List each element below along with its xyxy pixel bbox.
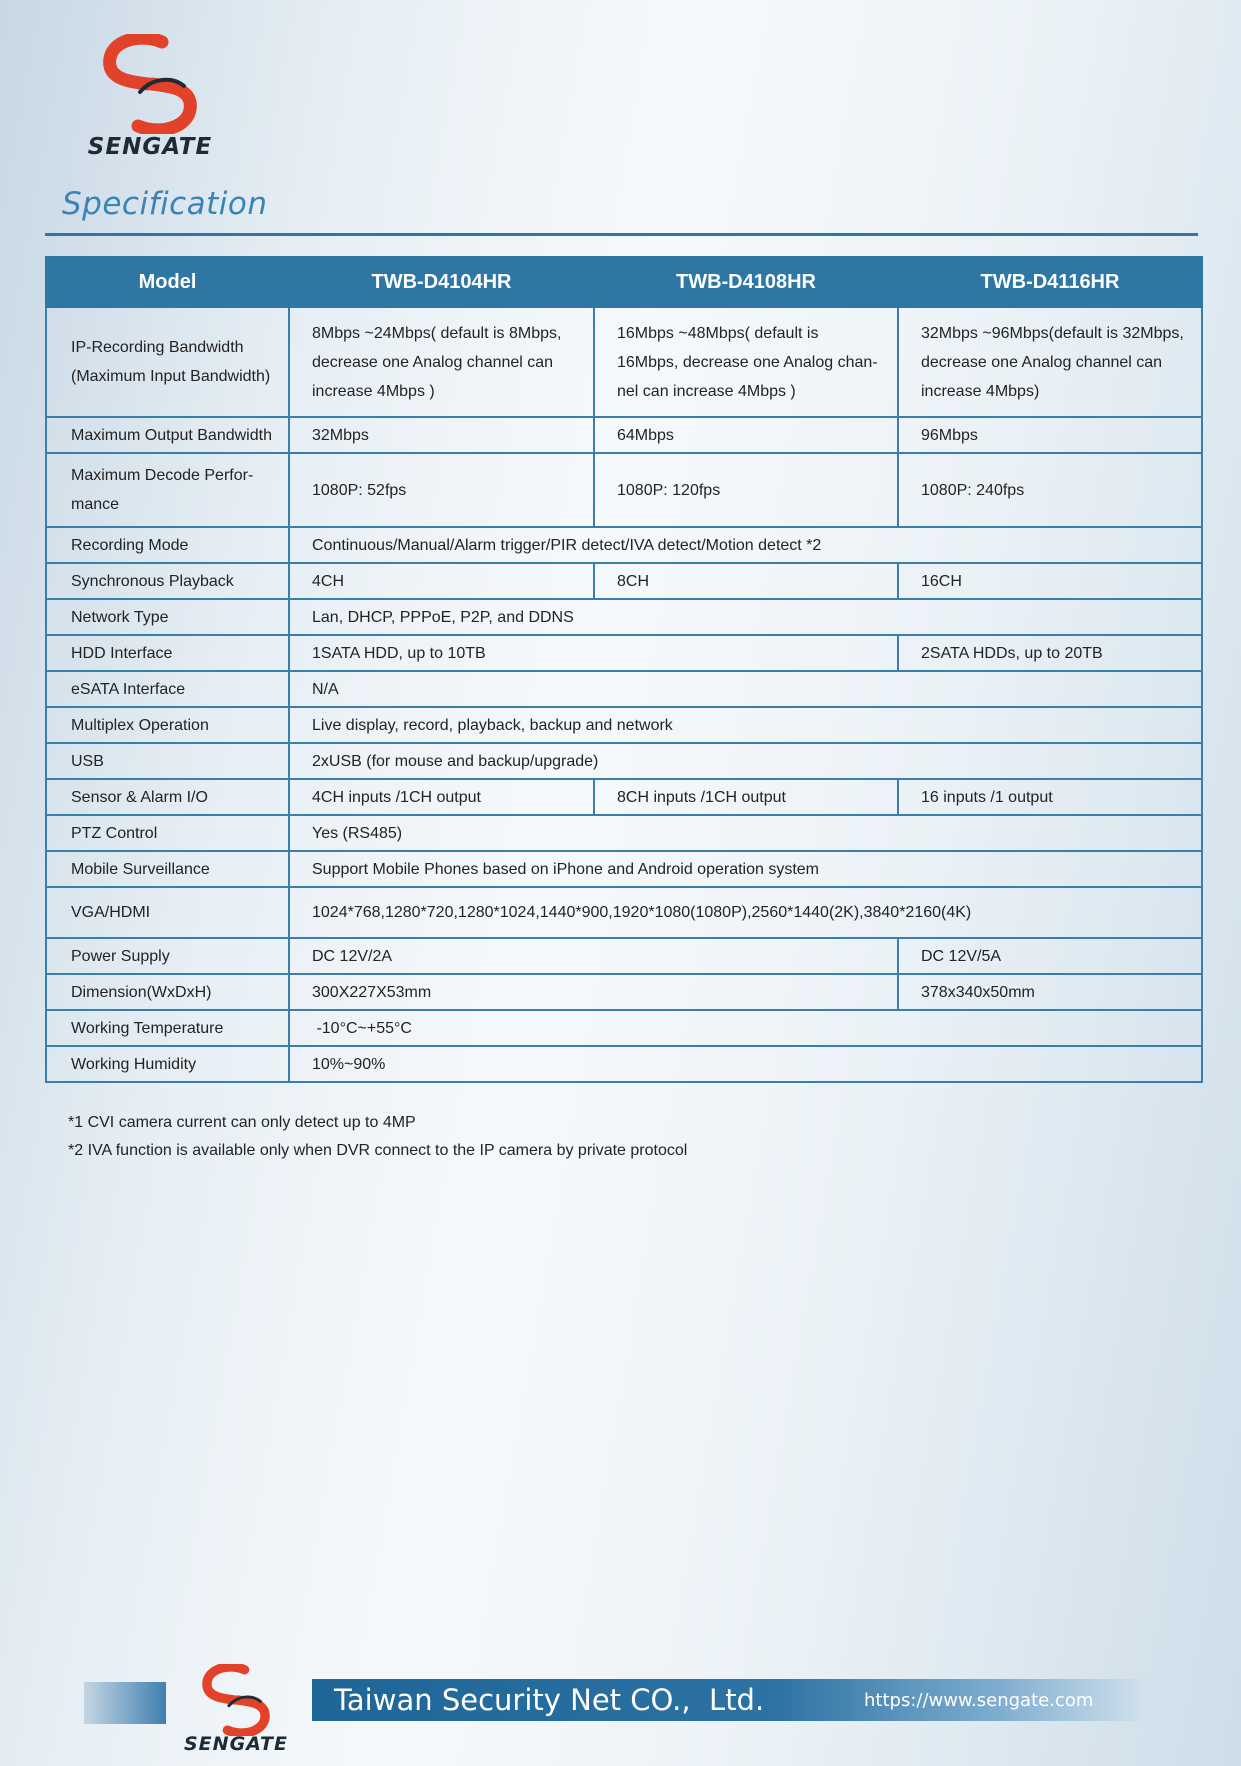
cell-value: 2xUSB (for mouse and backup/upgrade) [289, 743, 1202, 779]
spec-table [45, 256, 1203, 1083]
cell-value: 10%~90% [289, 1046, 1202, 1082]
table-row [46, 779, 1202, 815]
table-row [46, 599, 1202, 635]
row-label: IP-Recording Bandwidth (Maximum Input Bandwidth) [46, 307, 289, 417]
cell-value: Live display, record, playback, backup and network [289, 707, 1202, 743]
footer-bar [312, 1679, 1150, 1721]
table-row [46, 707, 1202, 743]
cell-value: 32Mbps [289, 417, 594, 453]
row-label: Network Type [46, 599, 289, 635]
header-model-2: TWB-D4108HR [594, 257, 898, 307]
cell-value: Yes (RS485) [289, 815, 1202, 851]
cell-value: 1080P: 52fps [289, 453, 594, 527]
sengate-s-swoosh-logo-icon [198, 1664, 274, 1736]
footer-brand-logo [176, 1660, 296, 1760]
row-label: Working Temperature [46, 1010, 289, 1046]
cell-value: DC 12V/2A [289, 938, 898, 974]
footer-company: Taiwan Security Net CO., Ltd. [334, 1683, 765, 1717]
cell-value: 2SATA HDDs, up to 20TB [898, 635, 1202, 671]
cell-value: 16CH [898, 563, 1202, 599]
cell-value: 1080P: 240fps [898, 453, 1202, 527]
cell-value: -10°C~+55°C [289, 1010, 1202, 1046]
table-row [46, 974, 1202, 1010]
row-label: Maximum Decode Perfor- mance [46, 453, 289, 527]
header-model: Model [46, 257, 289, 307]
footer-url[interactable]: https://www.sengate.com [864, 1690, 1094, 1711]
table-row [46, 527, 1202, 563]
table-row [46, 815, 1202, 851]
table-row [46, 938, 1202, 974]
cell-value: 16 inputs /1 output [898, 779, 1202, 815]
title-divider [45, 233, 1198, 236]
row-label: Maximum Output Bandwidth [46, 417, 289, 453]
cell-value: 1SATA HDD, up to 10TB [289, 635, 898, 671]
cell-value: DC 12V/5A [898, 938, 1202, 974]
cell-value: 378x340x50mm [898, 974, 1202, 1010]
cell-value: N/A [289, 671, 1202, 707]
row-label: USB [46, 743, 289, 779]
cell-value: Lan, DHCP, PPPoE, P2P, and DDNS [289, 599, 1202, 635]
row-label: eSATA Interface [46, 671, 289, 707]
row-label: Multiplex Operation [46, 707, 289, 743]
cell-value: 64Mbps [594, 417, 898, 453]
cell-value: 8CH [594, 563, 898, 599]
cell-value: 1024*768,1280*720,1280*1024,1440*900,1920*1080(1080P),2560*1440(2K),3840*2160(4K) [289, 887, 1202, 938]
cell-value: Continuous/Manual/Alarm trigger/PIR detect/IVA detect/Motion detect *2 [289, 527, 1202, 563]
cell-value: 4CH [289, 563, 594, 599]
row-label: Working Humidity [46, 1046, 289, 1082]
table-row [46, 635, 1202, 671]
footnote: *2 IVA function is available only when DVR connect to the IP camera by private protocol [68, 1142, 688, 1159]
cell-value: 1080P: 120fps [594, 453, 898, 527]
footer-brand-name: SENGATE [184, 1733, 288, 1755]
table-row [46, 1010, 1202, 1046]
page-title: Specification [62, 186, 268, 222]
table-row [46, 1046, 1202, 1082]
footnotes [68, 1114, 687, 1170]
row-label: PTZ Control [46, 815, 289, 851]
table-row [46, 453, 1202, 527]
footer-accent-bar [84, 1682, 166, 1724]
cell-value: Support Mobile Phones based on iPhone and Android operation system [289, 851, 1202, 887]
cell-value: 16Mbps ~48Mbps( default is 16Mbps, decrease one Analog chan- nel can increase 4Mbps ) [594, 307, 898, 417]
cell-value: 8CH inputs /1CH output [594, 779, 898, 815]
row-label: Power Supply [46, 938, 289, 974]
footnote: *1 CVI camera current can only detect up to 4MP [68, 1114, 416, 1131]
brand-logo [70, 34, 230, 164]
table-row [46, 851, 1202, 887]
table-row [46, 307, 1202, 417]
cell-value: 32Mbps ~96Mbps(default is 32Mbps, decrease one Analog channel can increase 4Mbps) [898, 307, 1202, 417]
row-label: VGA/HDMI [46, 887, 289, 938]
table-row [46, 563, 1202, 599]
row-label: Mobile Surveillance [46, 851, 289, 887]
brand-name: SENGATE [87, 134, 213, 160]
row-label: Synchronous Playback [46, 563, 289, 599]
row-label: Dimension(WxDxH) [46, 974, 289, 1010]
cell-value: 4CH inputs /1CH output [289, 779, 594, 815]
row-label: Sensor & Alarm I/O [46, 779, 289, 815]
sengate-s-swoosh-logo-icon [98, 34, 202, 134]
table-row [46, 743, 1202, 779]
header-model-1: TWB-D4104HR [289, 257, 594, 307]
table-header-row [46, 257, 1202, 307]
table-row [46, 887, 1202, 938]
cell-value: 300X227X53mm [289, 974, 898, 1010]
table-row [46, 417, 1202, 453]
cell-value: 8Mbps ~24Mbps( default is 8Mbps, decrease one Analog channel can increase 4Mbps ) [289, 307, 594, 417]
header-model-3: TWB-D4116HR [898, 257, 1202, 307]
row-label: Recording Mode [46, 527, 289, 563]
cell-value: 96Mbps [898, 417, 1202, 453]
row-label: HDD Interface [46, 635, 289, 671]
table-row [46, 671, 1202, 707]
